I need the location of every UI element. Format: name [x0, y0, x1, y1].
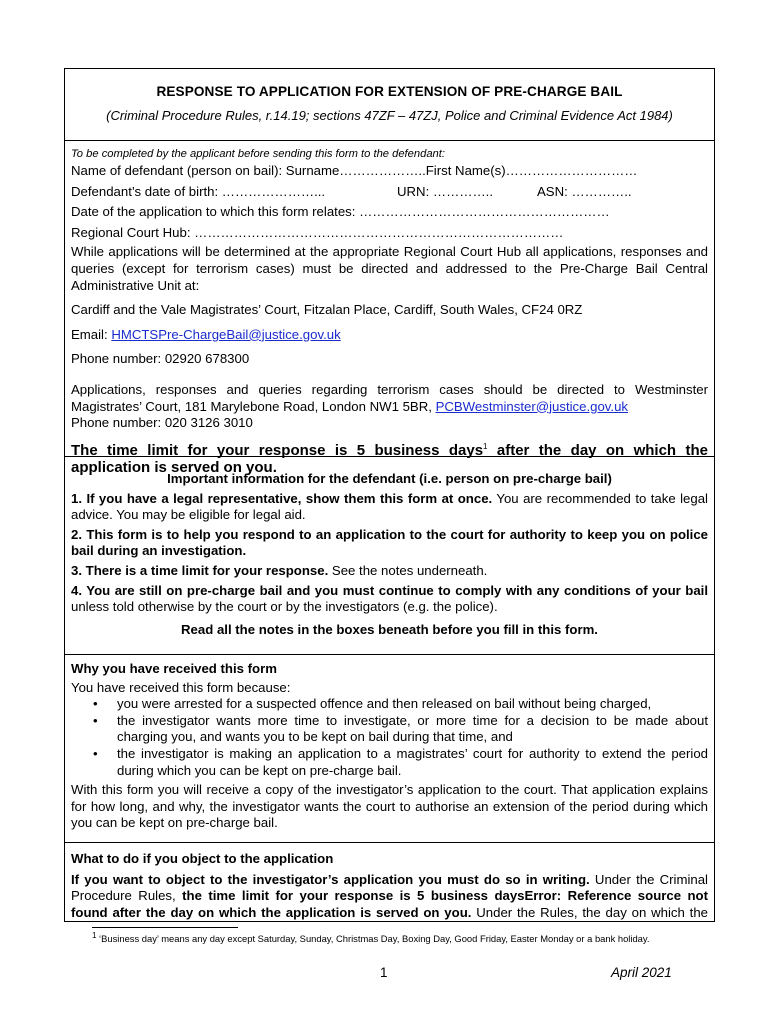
terrorism-phone: Phone number: 020 3126 3010	[71, 415, 253, 431]
time-limit-text-a: The time limit for your response is 5 business days	[71, 441, 484, 459]
why-heading: Why you have received this form	[71, 661, 277, 676]
phone-line: Phone number: 02920 678300	[71, 351, 250, 367]
why-bullet-text: you were arrested for a suspected offence and then released on bail without being charged,	[117, 696, 652, 712]
terrorism-note	[71, 382, 708, 432]
object-rest: Under the Rules, the day on which the	[476, 904, 708, 920]
title-section	[65, 69, 714, 141]
important-point-3	[71, 563, 708, 580]
footnote	[92, 932, 692, 945]
hub-note: While applications will be determined at the appropriate Regional Court Hub all applications, responses and queries (except for terrorism cases) must be directed and addressed to the Pre-Charge Bail Central Administrative Unit at:	[71, 244, 708, 293]
bullet-icon: •	[93, 712, 98, 728]
terrorism-note-text: Applications, responses and queries regarding terrorism cases should be directed to Westminster Magistrates’ Court, 181 Marylebone Road, London NW1 5BR,	[71, 381, 708, 414]
important-point-3-bold: 3. There is a time limit for your response.	[71, 562, 329, 578]
object-heading: What to do if you object to the application	[71, 851, 334, 866]
important-point-4-rest: unless told otherwise by the court or by the investigators (e.g. the police).	[71, 599, 498, 615]
dob-urn-asn-row	[71, 184, 708, 201]
application-date-field[interactable]: Date of the application to which this form relates: …………………………………………………	[71, 204, 610, 220]
email-label: Email:	[71, 326, 112, 342]
important-point-2: 2. This form is to help you respond to an application to the court for authority to keep you on police bail during an investigation.	[71, 526, 708, 559]
object-bold-2: the time limit for your response is 5 business daysError: Reference source not found after the day on which the application is served on you.	[71, 888, 708, 920]
email-link[interactable]: HMCTSPre-ChargeBail@justice.gov.uk	[111, 326, 341, 342]
important-point-1-rest: You are recommended to take legal advice. You may be eligible for legal aid.	[71, 490, 708, 523]
object-bold-1: If you want to object to the investigator’s application you must do so in writing.	[71, 871, 590, 887]
footnote-mark: 1	[92, 930, 97, 940]
object-section	[65, 851, 714, 922]
asn-field[interactable]: ASN: …………..	[537, 183, 632, 199]
terrorism-email-link[interactable]: PCBWestminster@justice.gov.uk	[435, 398, 629, 414]
list-item	[93, 696, 708, 713]
court-address: Cardiff and the Vale Magistrates’ Court, Fitzalan Place, Cardiff, South Wales, CF24 0RZ	[71, 302, 583, 318]
important-section	[65, 471, 714, 655]
why-bullet-text: the investigator is making an application to a magistrates’ court for authority to extend the period during which you can be kept on pre-charge bail.	[117, 745, 708, 778]
object-mid: Under the Criminal Procedure Rules,	[71, 871, 708, 904]
form-subtitle: (Criminal Procedure Rules, r.14.19; sections 47ZF – 47ZJ, Police and Criminal Evidence Act 1984)	[106, 108, 673, 123]
important-point-4	[71, 583, 708, 616]
why-intro: You have received this form because:	[71, 679, 291, 695]
important-point-1-bold: 1. If you have a legal representative, show them this form at once.	[71, 490, 493, 506]
why-closing: With this form you will receive a copy of the investigator’s application to the court. That application explains for how long, and why, the investigator wants the court to authorise an extension of the period during which you can be kept on pre-charge bail.	[71, 782, 708, 831]
bullet-icon: •	[93, 696, 98, 712]
read-all-notes: Read all the notes in the boxes beneath before you fill in this form.	[181, 621, 598, 637]
footnote-text: ‘Business day’ means any day except Saturday, Sunday, Christmas Day, Boxing Day, Good Friday, Easter Monday or a bank holiday.	[96, 933, 650, 944]
object-paragraph	[71, 872, 708, 922]
important-point-3-rest: See the notes underneath.	[328, 562, 488, 578]
time-limit-text-b: after the day on which the application is served on you.	[71, 441, 708, 476]
footnote-ref: 1	[483, 441, 488, 451]
applicant-instruction: To be completed by the applicant before sending this form to the defendant:	[71, 148, 445, 160]
important-point-1	[71, 491, 708, 524]
document-date: April 2021	[611, 965, 672, 980]
applicant-section	[65, 141, 714, 476]
why-section	[65, 661, 714, 843]
urn-field[interactable]: URN: …………..	[397, 183, 493, 199]
form-title: RESPONSE TO APPLICATION FOR EXTENSION OF PRE-CHARGE BAIL	[156, 84, 623, 99]
regional-court-hub-field[interactable]: Regional Court Hub: …………………………………………………………………………	[71, 224, 564, 240]
email-line	[71, 327, 708, 344]
footnote-divider	[92, 927, 238, 928]
why-bullet-text: the investigator wants more time to investigate, or more time for a decision to be made about charging you, and wants you to be kept on bail during that time, and	[117, 712, 708, 745]
why-bullet-list	[71, 696, 708, 779]
page-number: 1	[380, 965, 388, 980]
form-frame	[64, 68, 715, 922]
defendant-name-field[interactable]: Name of defendant (person on bail): Surname………………..First Name(s)…………………………	[71, 163, 638, 178]
list-item	[93, 745, 708, 779]
list-item	[93, 712, 708, 746]
dob-field[interactable]: Defendant’s date of birth: …………………...	[71, 183, 326, 199]
bullet-icon: •	[93, 745, 98, 761]
important-heading: Important information for the defendant (i.e. person on pre-charge bail)	[167, 471, 612, 486]
important-point-4-bold: 4. You are still on pre-charge bail and you must continue to comply with any conditions of your bail	[71, 582, 708, 598]
